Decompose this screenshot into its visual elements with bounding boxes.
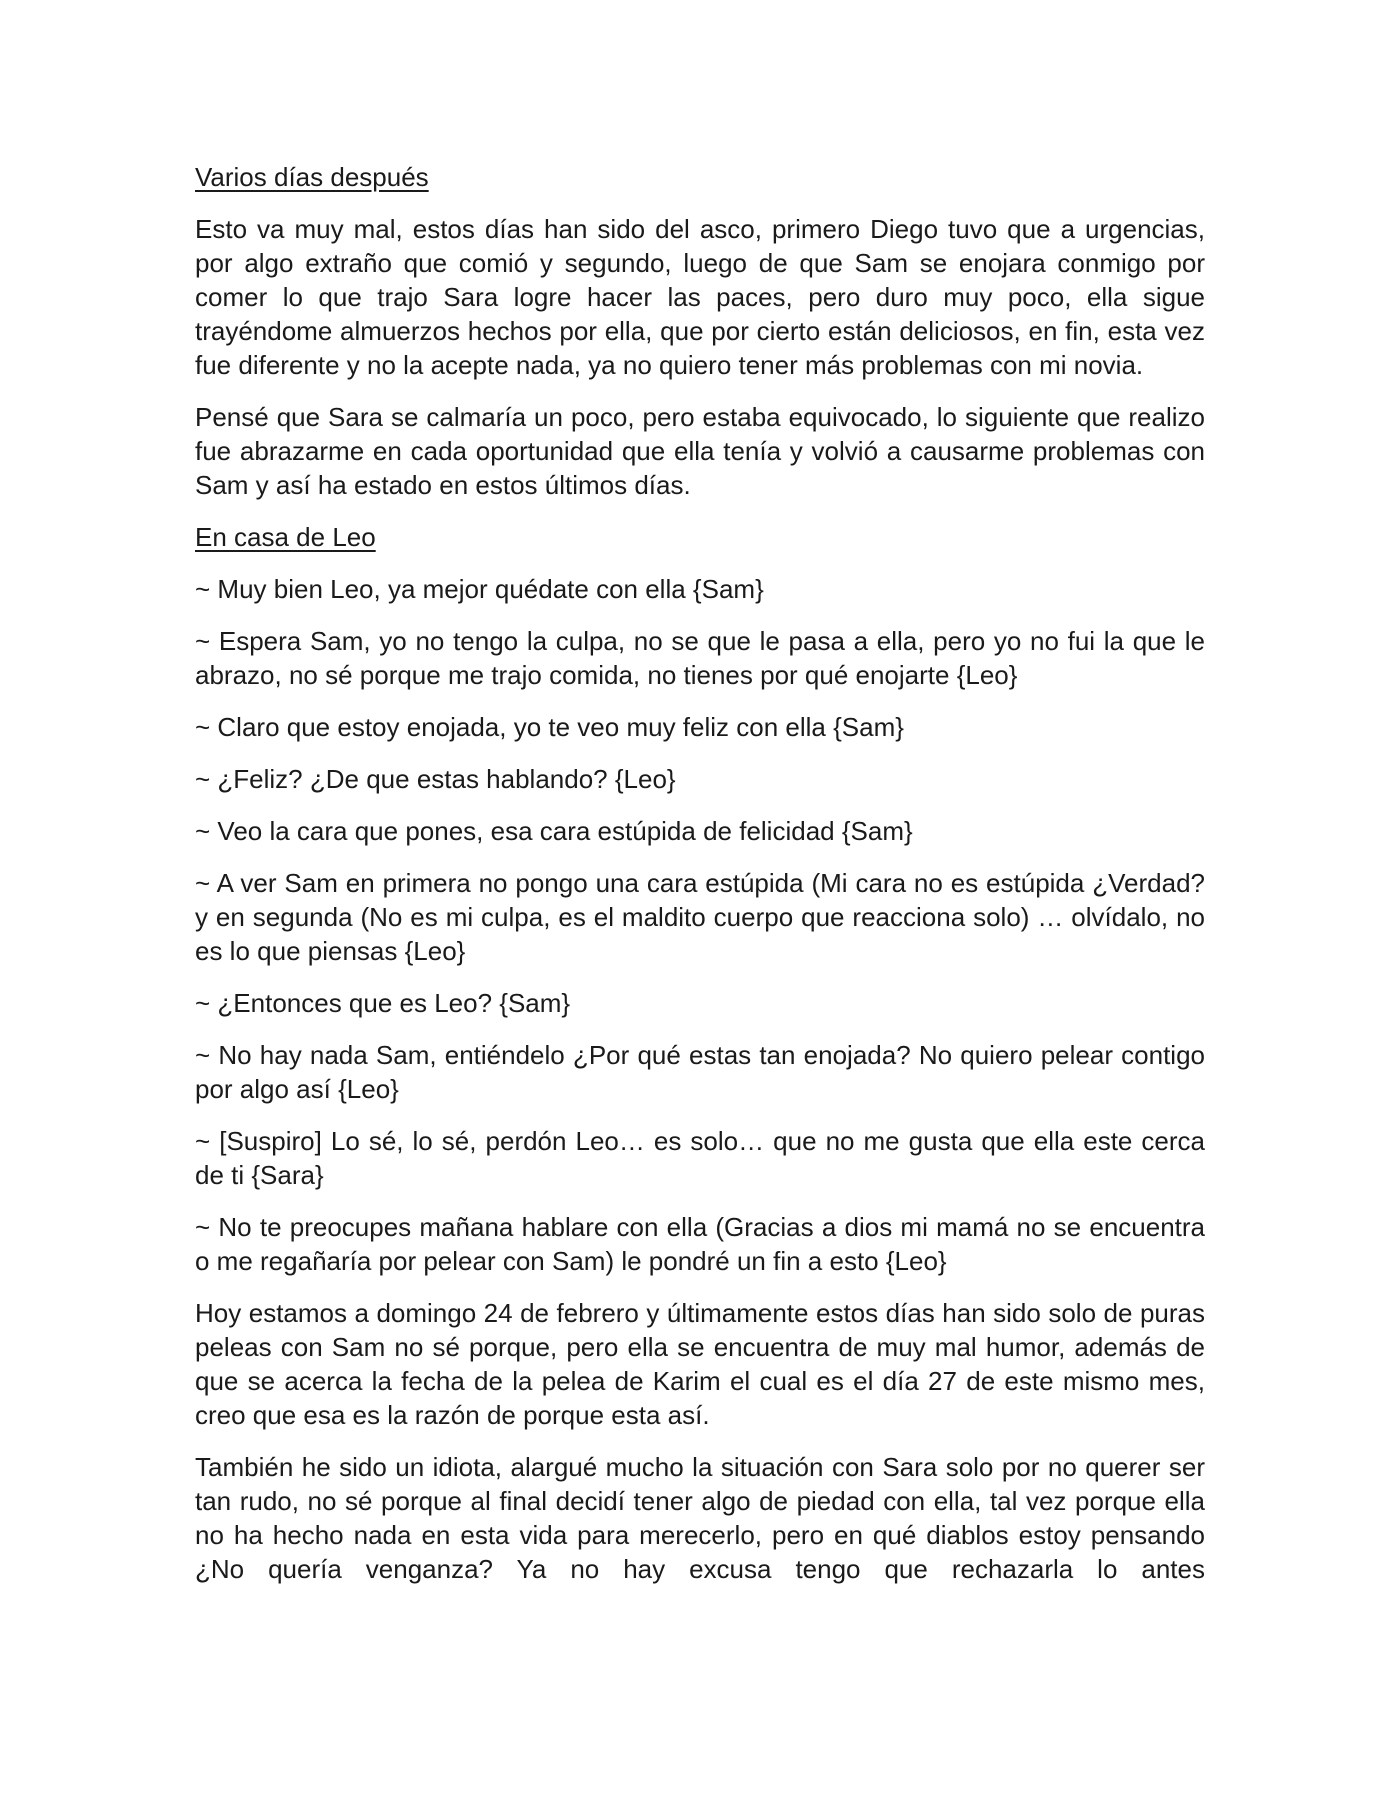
dialogue-line: ~ Veo la cara que pones, esa cara estúpida de felicidad {Sam} bbox=[195, 816, 913, 846]
dialogue-line: ~ [Suspiro] Lo sé, lo sé, perdón Leo… es solo… que no me gusta que ella este cerca de ti {Sara} bbox=[195, 1126, 1205, 1190]
dialogue-line: ~ ¿Entonces que es Leo? {Sam} bbox=[195, 988, 571, 1018]
paragraph: También he sido un idiota, alargué mucho la situación con Sara solo por no querer ser tan rudo, no sé porque al final decidí tener algo de piedad con ella, tal vez porque ella no ha hecho nada en esta vida para merecerlo, pero en qué diablos estoy pensando ¿No quería venganza? Ya no hay excusa tengo que rechazarla lo antes bbox=[195, 1452, 1205, 1584]
dialogue-line: ~ No te preocupes mañana hablare con ella (Gracias a dios mi mamá no se encuentra o me regañaría por pelear con Sam) le pondré un fin a esto {Leo} bbox=[195, 1212, 1205, 1276]
paragraph: Hoy estamos a domingo 24 de febrero y últimamente estos días han sido solo de puras peleas con Sam no sé porque, pero ella se encuentra de muy mal humor, además de que se acerca la fecha de la pelea de Karim el cual es el día 27 de este mismo mes, creo que esa es la razón de porque esta así. bbox=[195, 1298, 1205, 1430]
section-heading: En casa de Leo bbox=[195, 522, 376, 552]
dialogue-line: ~ Muy bien Leo, ya mejor quédate con ella {Sam} bbox=[195, 574, 764, 604]
document-page bbox=[195, 160, 1205, 1604]
section-heading: Varios días después bbox=[195, 162, 429, 192]
dialogue-line: ~ Claro que estoy enojada, yo te veo muy feliz con ella {Sam} bbox=[195, 712, 904, 742]
dialogue-line: ~ Espera Sam, yo no tengo la culpa, no se que le pasa a ella, pero yo no fui la que le abrazo, no sé porque me trajo comida, no tienes por qué enojarte {Leo} bbox=[195, 626, 1205, 690]
dialogue-line: ~ ¿Feliz? ¿De que estas hablando? {Leo} bbox=[195, 764, 676, 794]
dialogue-line: ~ No hay nada Sam, entiéndelo ¿Por qué estas tan enojada? No quiero pelear contigo por algo así {Leo} bbox=[195, 1040, 1205, 1104]
dialogue-line: ~ A ver Sam en primera no pongo una cara estúpida (Mi cara no es estúpida ¿Verdad? y en segunda (No es mi culpa, es el maldito cuerpo que reacciona solo) … olvídalo, no es lo que piensas {Leo} bbox=[195, 868, 1205, 966]
paragraph: Esto va muy mal, estos días han sido del asco, primero Diego tuvo que a urgencias, por algo extraño que comió y segundo, luego de que Sam se enojara conmigo por comer lo que trajo Sara logre hacer las paces, pero duro muy poco, ella sigue trayéndome almuerzos hechos por ella, que por cierto están deliciosos, en fin, esta vez fue diferente y no la acepte nada, ya no quiero tener más problemas con mi novia. bbox=[195, 214, 1205, 380]
paragraph: Pensé que Sara se calmaría un poco, pero estaba equivocado, lo siguiente que realizo fue abrazarme en cada oportunidad que ella tenía y volvió a causarme problemas con Sam y así ha estado en estos últimos días. bbox=[195, 402, 1205, 500]
